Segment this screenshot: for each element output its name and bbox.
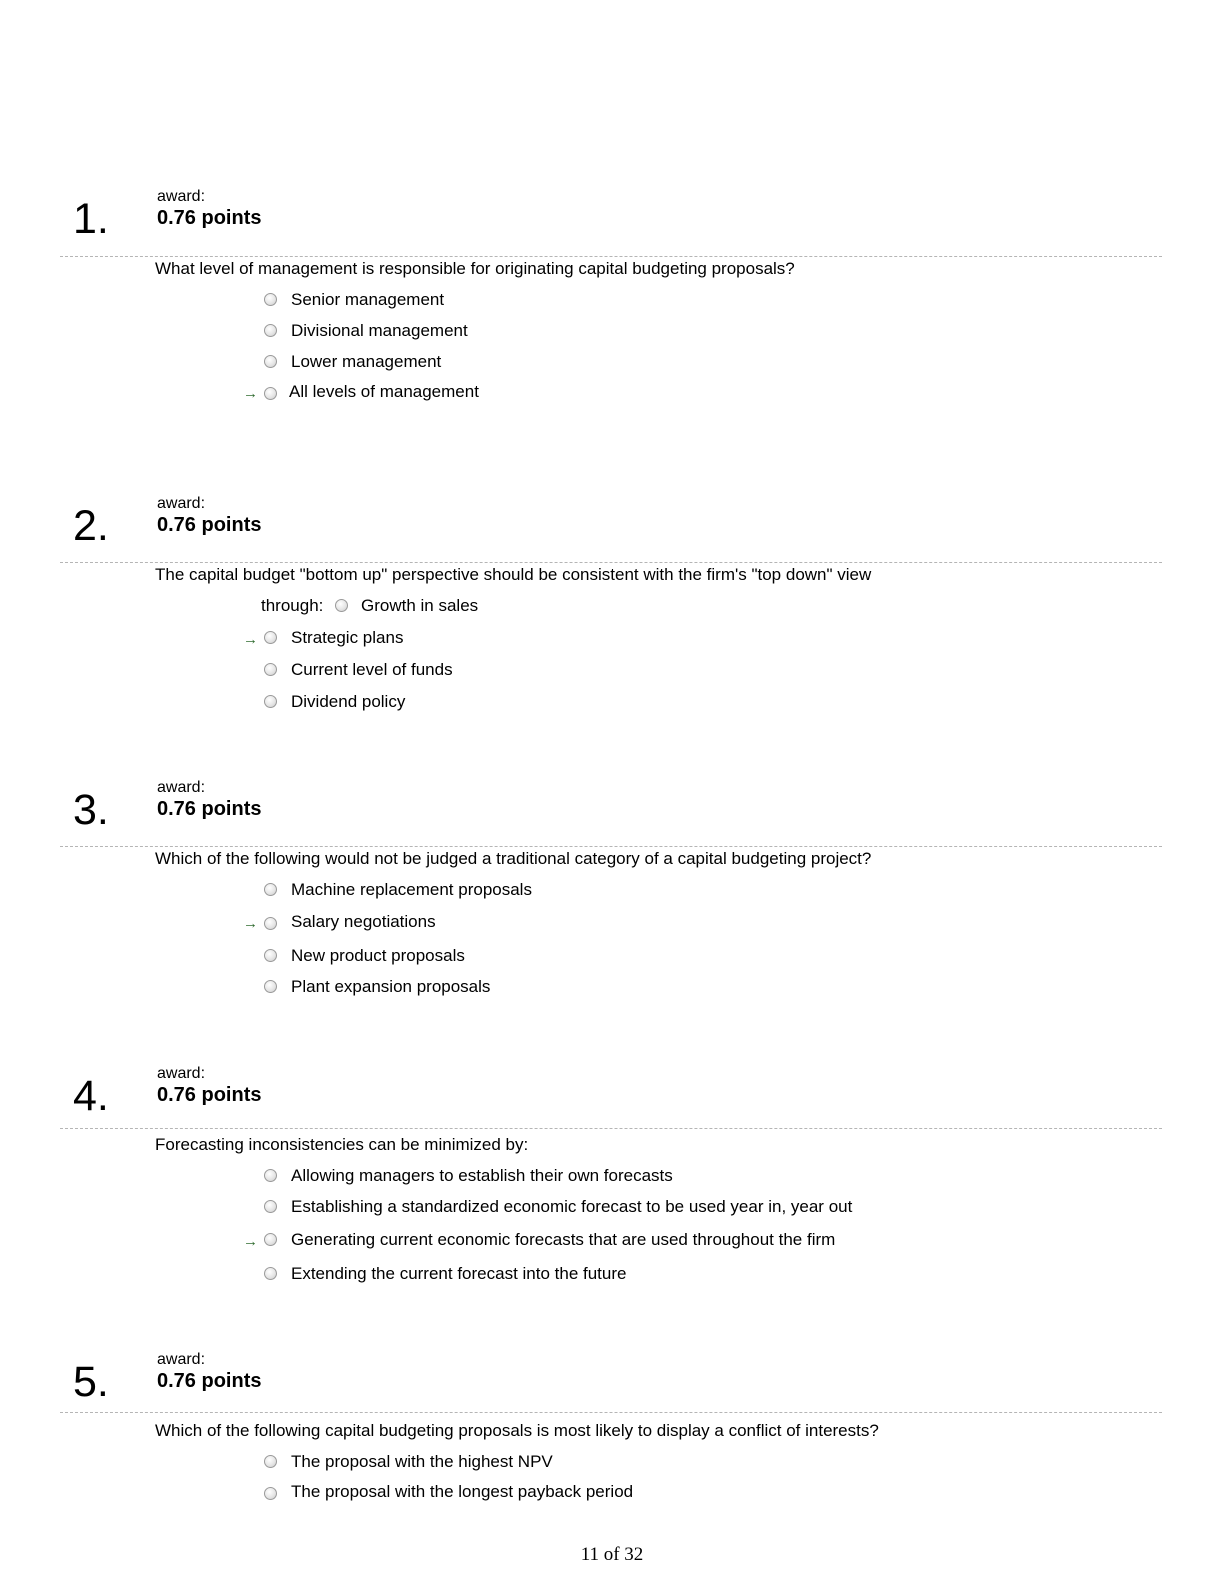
divider bbox=[60, 1128, 1162, 1129]
question-number: 1. bbox=[73, 195, 109, 243]
radio-button[interactable] bbox=[335, 599, 348, 612]
option-label: New product proposals bbox=[291, 946, 465, 965]
radio-button[interactable] bbox=[264, 695, 277, 708]
option-label: Divisional management bbox=[291, 321, 468, 340]
question-number: 4. bbox=[73, 1072, 109, 1120]
radio-button[interactable] bbox=[264, 324, 277, 337]
option-label: Machine replacement proposals bbox=[291, 880, 532, 899]
award-points: 0.76 points bbox=[157, 514, 262, 536]
correct-arrow-icon: → bbox=[243, 915, 258, 932]
radio-button[interactable] bbox=[264, 1200, 277, 1213]
award-points: 0.76 points bbox=[157, 1084, 262, 1106]
radio-button[interactable] bbox=[264, 355, 277, 368]
option-label: Allowing managers to establish their own forecasts bbox=[291, 1166, 673, 1185]
radio-button[interactable] bbox=[264, 1267, 277, 1280]
option-label: Growth in sales bbox=[361, 596, 479, 615]
radio-button[interactable] bbox=[264, 980, 277, 993]
option-label: All levels of management bbox=[289, 382, 479, 401]
correct-arrow-icon: → bbox=[243, 385, 258, 402]
option-label: Generating current economic forecasts that are used throughout the firm bbox=[291, 1230, 836, 1249]
question-number: 3. bbox=[73, 786, 109, 834]
divider bbox=[60, 256, 1162, 257]
radio-button[interactable] bbox=[264, 1487, 277, 1500]
radio-button[interactable] bbox=[264, 883, 277, 896]
radio-button[interactable] bbox=[264, 949, 277, 962]
question-text: The capital budget "bottom up" perspective should be consistent with the firm's "top down" view bbox=[155, 565, 872, 584]
option-label: Establishing a standardized economic forecast to be used year in, year out bbox=[291, 1197, 853, 1216]
radio-button[interactable] bbox=[264, 387, 277, 400]
option-label: Lower management bbox=[291, 352, 442, 371]
question-number: 5. bbox=[73, 1358, 109, 1406]
option-label: Salary negotiations bbox=[291, 912, 436, 931]
award-label: award: bbox=[157, 1351, 206, 1368]
award-label: award: bbox=[157, 188, 206, 205]
radio-button[interactable] bbox=[264, 663, 277, 676]
award-label: award: bbox=[157, 779, 206, 796]
option-label: Senior management bbox=[291, 290, 445, 309]
question-text: Which of the following capital budgeting proposals is most likely to display a conflict of interests? bbox=[155, 1421, 879, 1440]
option-label: The proposal with the highest NPV bbox=[291, 1452, 553, 1471]
correct-arrow-icon: → bbox=[243, 631, 258, 648]
radio-button[interactable] bbox=[264, 1169, 277, 1182]
divider bbox=[60, 846, 1162, 847]
option-label: Strategic plans bbox=[291, 628, 404, 647]
radio-button[interactable] bbox=[264, 1233, 277, 1246]
question-number: 2. bbox=[73, 502, 109, 550]
option-label: The proposal with the longest payback period bbox=[291, 1482, 634, 1501]
award-label: award: bbox=[157, 1065, 206, 1082]
option-label: Current level of funds bbox=[291, 660, 453, 679]
divider bbox=[60, 562, 1162, 563]
option-label: Dividend policy bbox=[291, 692, 406, 711]
question-text: Forecasting inconsistencies can be minimized by: bbox=[155, 1135, 529, 1154]
radio-button[interactable] bbox=[264, 631, 277, 644]
page-number: 11 of 32 bbox=[580, 1544, 644, 1565]
radio-button[interactable] bbox=[264, 1455, 277, 1468]
award-points: 0.76 points bbox=[157, 798, 262, 820]
radio-button[interactable] bbox=[264, 293, 277, 306]
question-text: Which of the following would not be judged a traditional category of a capital budgeting project? bbox=[155, 849, 872, 868]
award-points: 0.76 points bbox=[157, 207, 262, 229]
question-text-continuation: through: bbox=[261, 596, 324, 615]
option-label: Plant expansion proposals bbox=[291, 977, 491, 996]
correct-arrow-icon: → bbox=[243, 1233, 258, 1250]
radio-button[interactable] bbox=[264, 917, 277, 930]
divider bbox=[60, 1412, 1162, 1413]
award-points: 0.76 points bbox=[157, 1370, 262, 1392]
option-label: Extending the current forecast into the future bbox=[291, 1264, 627, 1283]
question-text: What level of management is responsible for originating capital budgeting proposals? bbox=[155, 259, 795, 278]
award-label: award: bbox=[157, 495, 206, 512]
